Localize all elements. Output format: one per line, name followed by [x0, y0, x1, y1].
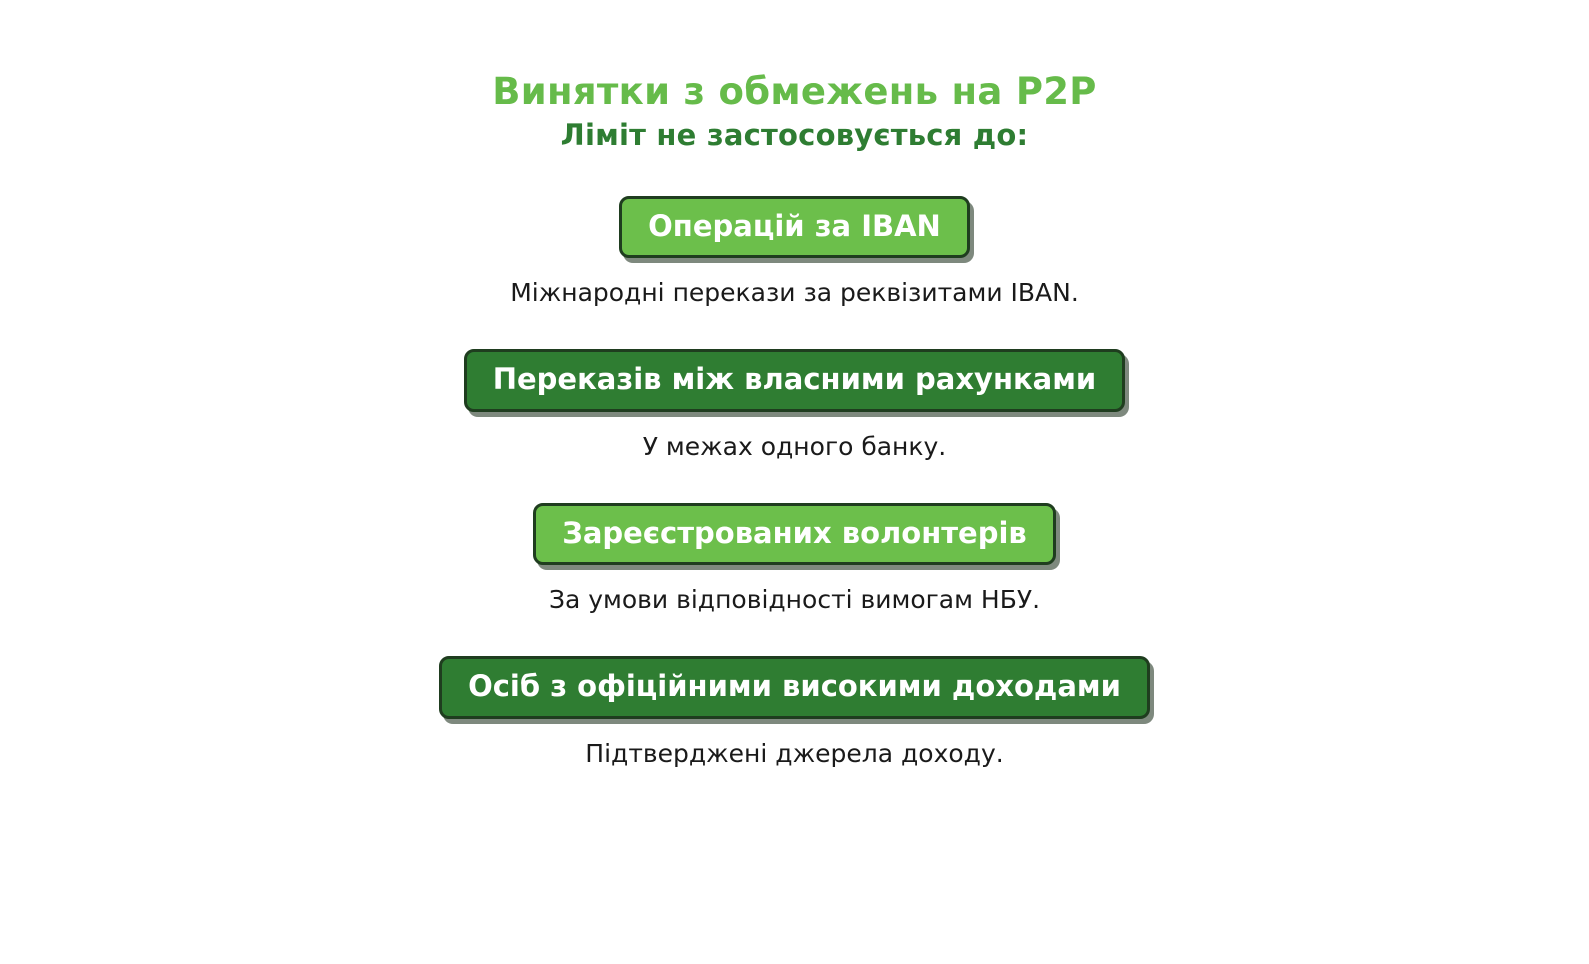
- exception-pill-own-accounts: Переказів між власними рахунками: [464, 349, 1126, 411]
- header-block: [492, 70, 1096, 152]
- exceptions-list: [0, 196, 1589, 768]
- list-item: [464, 349, 1126, 460]
- page-subtitle: Ліміт не застосовується до:: [560, 117, 1029, 152]
- list-item: [533, 503, 1056, 614]
- exception-caption-high-income: Підтверджені джерела доходу.: [585, 738, 1004, 768]
- exception-caption-iban: Міжнародні перекази за реквізитами IBAN.: [510, 278, 1079, 308]
- exception-pill-volunteers: Зареєстрованих волонтерів: [533, 503, 1056, 565]
- exception-pill-high-income: Осіб з офіційними високими доходами: [439, 656, 1150, 718]
- list-item: [439, 656, 1150, 767]
- list-item: [510, 196, 1079, 307]
- exception-caption-volunteers: За умови відповідності вимогам НБУ.: [548, 585, 1041, 615]
- page-title: Винятки з обмежень на P2P: [492, 70, 1097, 113]
- exception-pill-iban: Операцій за IBAN: [619, 196, 970, 258]
- exception-caption-own-accounts: У межах одного банку.: [642, 431, 947, 461]
